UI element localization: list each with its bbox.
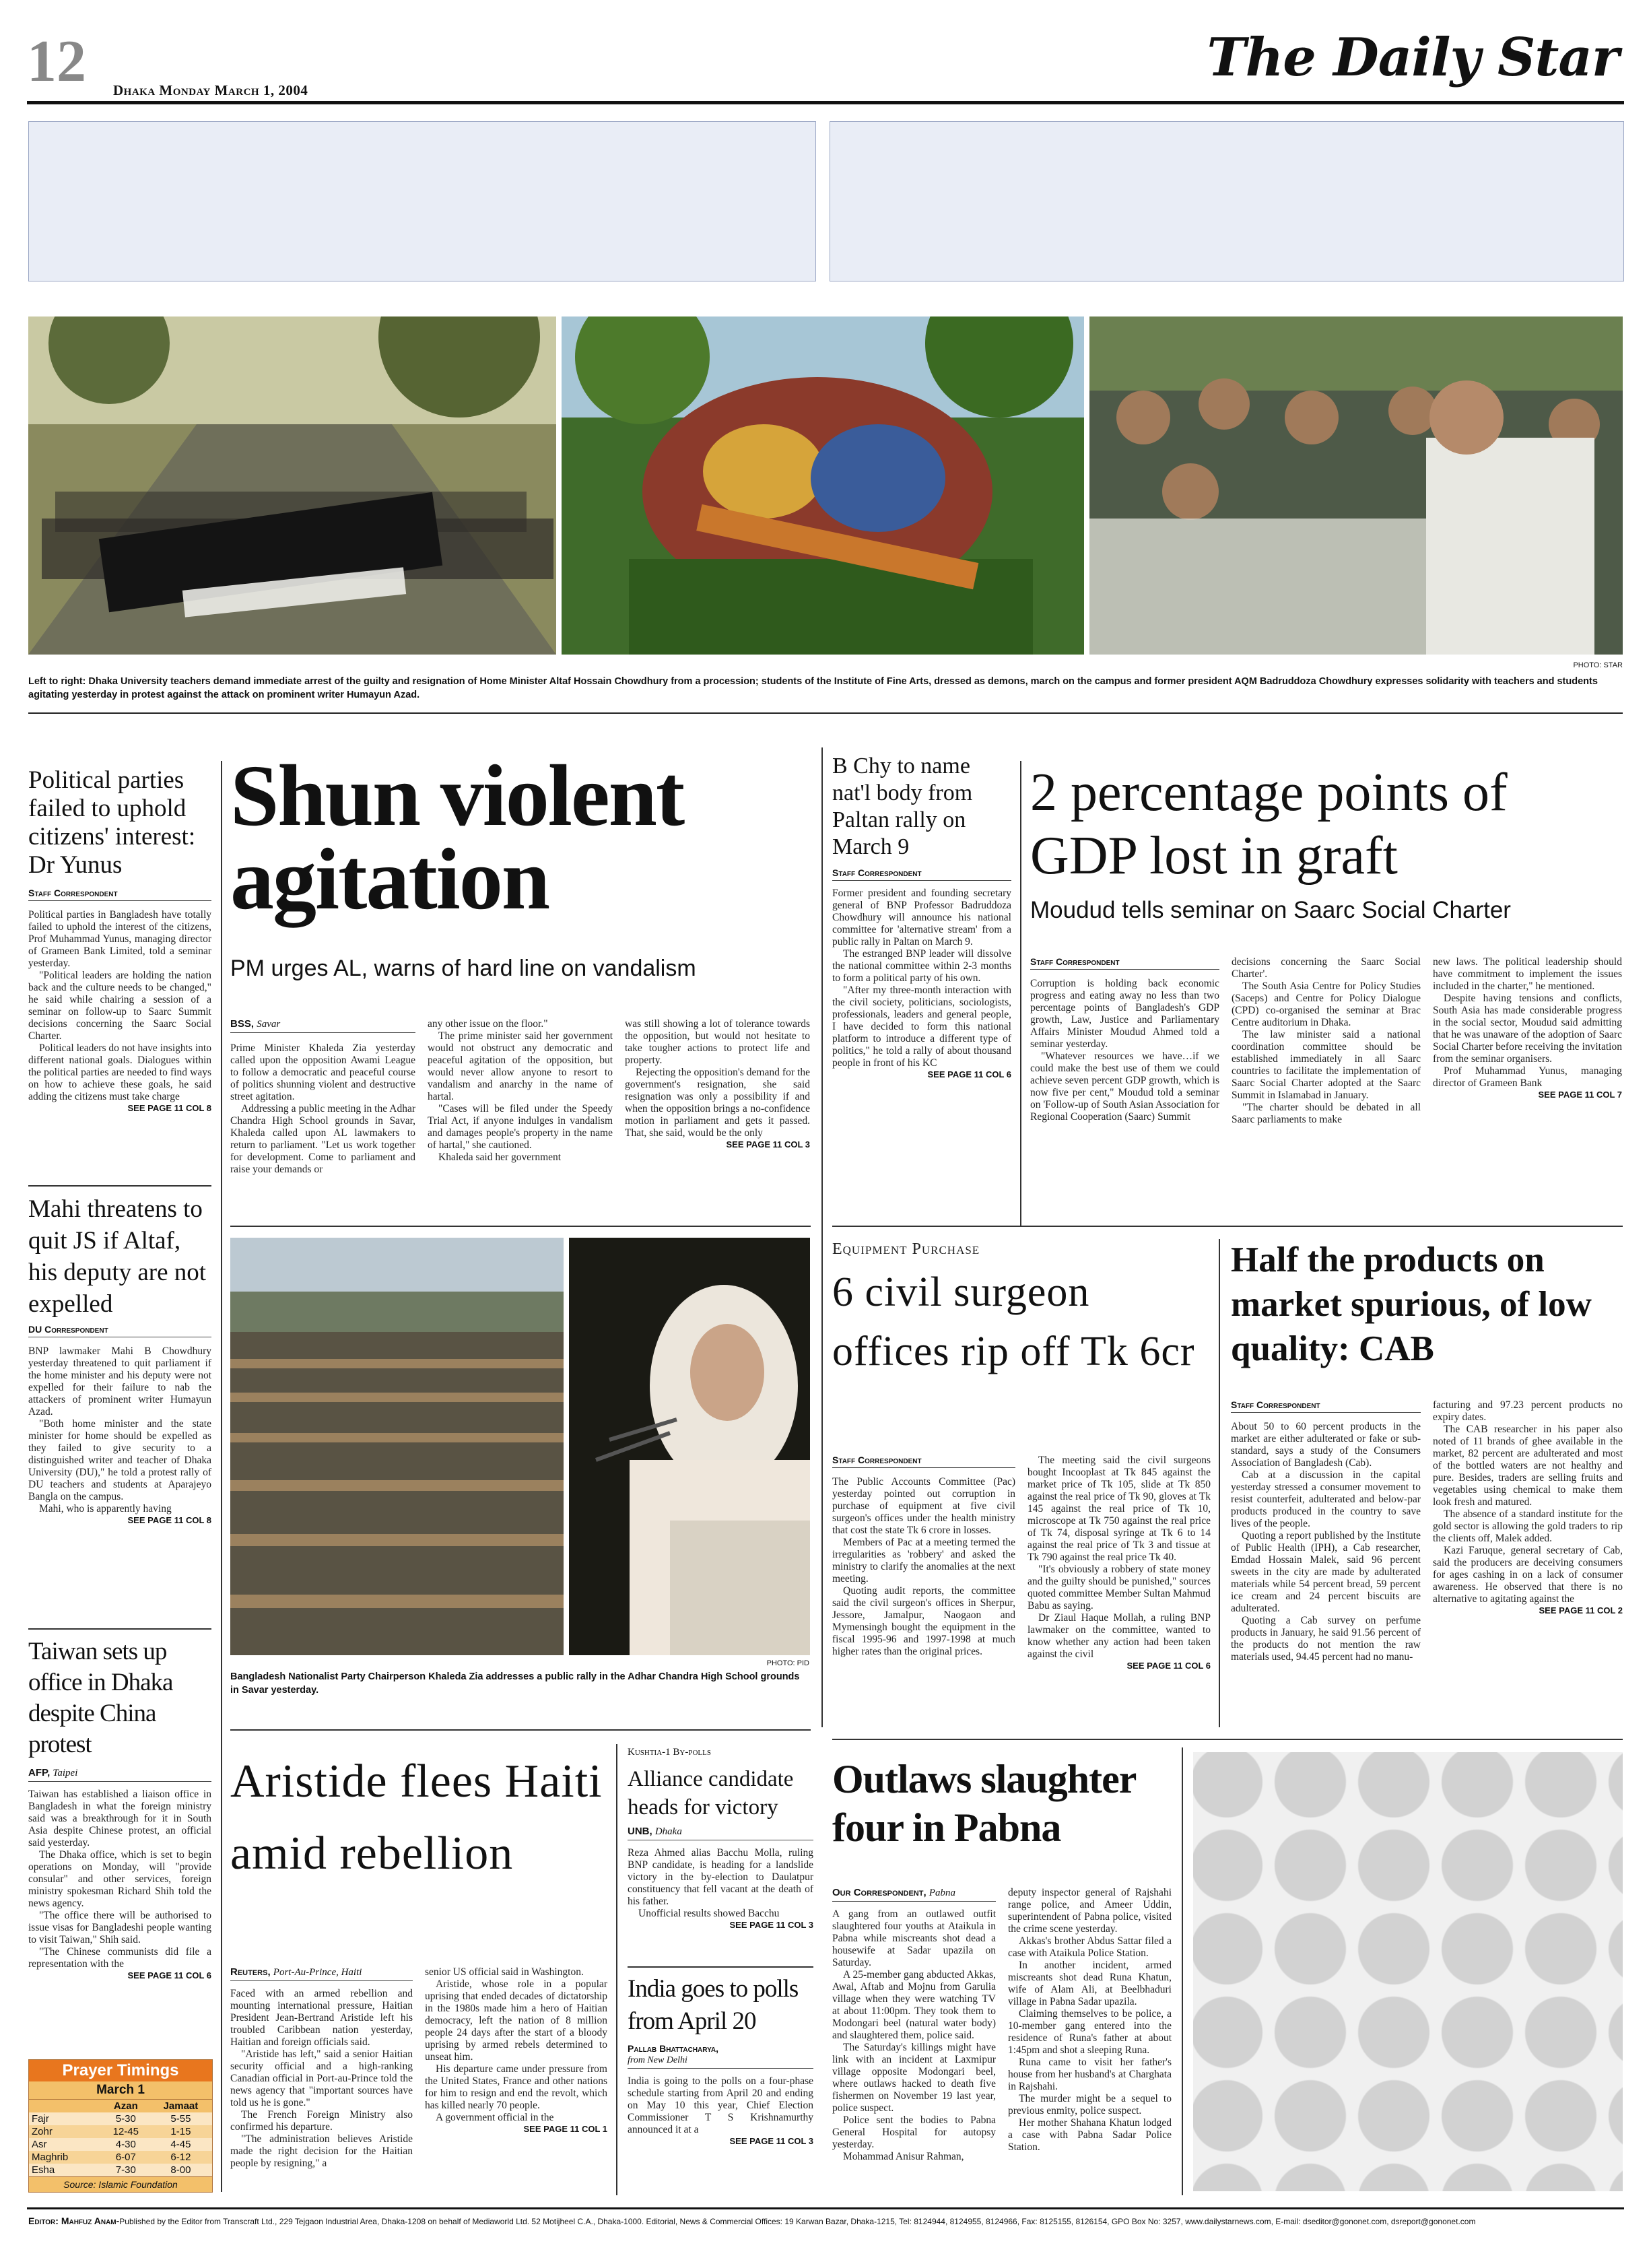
paragraph: facturing and 97.23 percent products no expiry dates. — [1433, 1399, 1623, 1423]
byline: Reuters, — [230, 1966, 271, 1978]
paragraph: A gang from an outlawed outfit slaughtered four youths at Ataikula in Pabna while miscreants shot dead a housewife at Sadar upazila on Saturday. — [832, 1908, 996, 1968]
byline: Pallab Bhattacharya, — [628, 2043, 718, 2054]
paragraph: Dr Ziaul Haque Mollah, a ruling BNP lawmaker on the committee, wanted to know whether any action had been taken against the civil — [1027, 1612, 1211, 1660]
ad-box-right — [830, 121, 1624, 281]
table-header: Azan — [113, 2100, 138, 2112]
ad-box-left — [28, 121, 816, 281]
headline: Alliance candidate heads for victory — [628, 1767, 794, 1820]
table-row: Maghrib 6-07 6-12 — [29, 2151, 212, 2164]
paragraph: "Both home minister and the state minister for home should be expelled as they failed to give security to a distinguished writer and teacher of Dhaka University (DU)," he told a protest rally of DU teachers and students at Aparajeyo Bangla on the campus. — [28, 1418, 211, 1502]
article-civil-body — [832, 1455, 1211, 1671]
table-row: Esha 7-30 8-00 — [32, 2164, 191, 2176]
paragraph: "It's obviously a robbery of state money and the guilty should be punished," sources quoted committee Member Sultan Mahmud Babu as saying. — [1027, 1564, 1211, 1611]
article-india — [628, 1973, 813, 2146]
headline: Political parties failed to uphold citizens' interest: Dr Yunus — [28, 766, 196, 879]
jump-link[interactable]: SEE PAGE 11 COL 8 — [127, 1103, 211, 1113]
paragraph: Mahi, who is apparently having — [39, 1503, 172, 1514]
column-rule — [616, 1744, 617, 2195]
divider — [230, 1226, 811, 1227]
prayer-date: March 1 — [29, 2081, 212, 2100]
paragraph: The absence of a standard institute for the gold sector is allowing the gold traders to rip the clients off, Malek added. — [1433, 1508, 1623, 1544]
headline: India goes to polls from April 20 — [628, 1975, 799, 2035]
paragraph: Reza Ahmed alias Bacchu Molla, ruling BNP candidate, is heading for a landslide victory in the by-election to Daulatpur constituency that fell vacant at the death of his father. — [628, 1847, 813, 1907]
article-kushtia — [628, 1747, 813, 1930]
paragraph: Quoting audit reports, the committee said the civil surgeon's offices in Sherpur, Jessore, Jamalpur, Naogaon and Mymensingh bought the equipment in the fiscal 1995-96 and 1997-1998 at much higher rates than the original prices. — [832, 1585, 1015, 1657]
paragraph: Corruption is holding back economic progress and eating away no less than two percentage points of Bangladesh's GDP growth, Law, Justice and Parliamentary Affairs Minister Moudud Ahmed told a seminar yesterday. — [1030, 978, 1219, 1050]
byline-location: Pabna — [929, 1888, 955, 1898]
paragraph: Members of Pac at a meeting termed the irregularities as 'robbery' and asked the ministry to clarify the anomalies at the next meeting. — [832, 1537, 1015, 1585]
headline: Taiwan sets up office in Dhaka despite China protest — [28, 1638, 173, 1758]
paragraph: Cab at a discussion in the capital yesterday stressed a consumer movement to resist counterfeit, adulterated and below-par products produced in the country to save lives of the people. — [1231, 1469, 1421, 1529]
byline-location: from New Delhi — [628, 2055, 687, 2065]
paragraph: "Cases will be filed under the Speedy Trial Act, if anyone indulges in vandalism and damages people's property in the name of hartal," she cautioned. — [428, 1103, 613, 1151]
jump-link[interactable]: SEE PAGE 11 COL 3 — [729, 1920, 813, 1930]
photo-caption-rally: Bangladesh Nationalist Party Chairperson Khaleda Zia addresses a public rally in the Adhar Chandra High School grounds in Savar yesterday. — [230, 1671, 800, 1696]
paragraph: "The administration believes Aristide made the right decision for the Haitian people by resigning," a — [230, 2133, 413, 2169]
paragraph: The murder might be a sequel to previous enmity, police suspect. — [1008, 2093, 1172, 2116]
photo-fine-arts-demons — [562, 316, 1084, 655]
kicker: Equipment Purchase — [832, 1240, 980, 1258]
table-header — [29, 2100, 102, 2112]
paragraph: Kazi Faruque, general secretary of Cab, said the producers are deceiving consumers for ages cashing in on a lack of consumer awareness. He observed that there is no alternative to agitating against the — [1433, 1545, 1623, 1605]
paragraph: "After my three-month interaction with the civil society, politicians, sociologists, professionals, leaders and general people, I have decided to form this national platform to introduce a different type of politics," he told a rally of about thousand people in front of his KC — [832, 985, 1011, 1069]
kicker: Kushtia-1 By-polls — [628, 1747, 711, 1758]
page-number: 12 — [27, 29, 86, 94]
headline: B Chy to name nat'l body from Paltan rally on March 9 — [832, 754, 973, 859]
paragraph: decisions concerning the Saarc Social Charter'. — [1232, 956, 1421, 980]
jump-link[interactable]: SEE PAGE 11 COL 2 — [1539, 1605, 1623, 1615]
paragraph: Former president and founding secretary general of BNP Professor Badruddoza Chowdhury will announce his national committee for 'alternative stream' from a public rally in Paltan on March 9. — [832, 888, 1011, 947]
dateline: Dhaka Monday March 1, 2004 — [113, 82, 308, 98]
article-aristide — [230, 1745, 607, 1890]
column-rule — [1020, 761, 1021, 1226]
paragraph: India is going to the polls on a four-phase schedule starting from April 20 and ending on May 10 this year, Chief Election Commissioner T S Krishnamurthy announced it at a — [628, 2075, 813, 2135]
paragraph: Quoting a report published by the Institute of Public Health (IPH), a Cab researcher, Emdad Hossain Malek, said 96 percent sweets in the city are made by adulterated materials while 54 percent bread, 59 percent ice cream and 24 percent biscuits are adulterated. — [1231, 1530, 1421, 1614]
paragraph: Faced with an armed rebellion and mounting international pressure, Haitian President Jean-Bertrand Aristide left his troubled Caribbean nation yesterday, Haitian and foreign officials said. — [230, 1988, 413, 2048]
paragraph: Khaleda said her government — [438, 1152, 562, 1163]
article-shun-body — [230, 1018, 811, 1176]
article-aristide-body — [230, 1966, 607, 2170]
byline-location: Taipei — [53, 1768, 78, 1778]
photo-credit-top: PHOTO: STAR — [1573, 661, 1623, 669]
subhead: Moudud tells seminar on Saarc Social Charter — [1030, 897, 1511, 923]
article-civil — [832, 1240, 1211, 1381]
article-pabna-body — [832, 1887, 1172, 2163]
divider — [28, 1185, 211, 1187]
paragraph: Claiming themselves to be police, a 10-member gang entered into the residence of Runa's father at about 1:45pm and shot a sleeping Runa. — [1008, 2008, 1172, 2056]
column-rule — [221, 761, 222, 2192]
divider — [832, 1739, 1623, 1740]
paragraph: "Whatever resources we have…if we could make the best use of them we could achieve seven percent GDP growth, which is now five per cent," Moudud told a seminar on 'Follow-up of South Asian Association for Regional Cooperation (Saarc) Summit — [1030, 1050, 1219, 1123]
table-row: Fajr 5-30 5-55 — [32, 2113, 191, 2125]
byline: Staff Correspondent — [1030, 956, 1219, 970]
paragraph: Despite having tensions and conflicts, South Asia has made considerable progress in the social sector, Moudud said admitting that he was unaware of the adoption of Saarc Social Charter before receiving the invitation from the seminar organisers. — [1433, 993, 1622, 1065]
jump-link[interactable]: SEE PAGE 11 COL 1 — [523, 2124, 607, 2134]
paragraph: In another incident, armed miscreants shot dead Runa Khatun, wife of Alam Ali, at Beelbhaduri village in Pabna Sadar upazila. — [1008, 1960, 1172, 2007]
divider — [628, 1966, 813, 1968]
footer-rule — [27, 2207, 1624, 2209]
paragraph: The estranged BNP leader will dissolve the national committee within 2-3 months to form a political party of his own. — [832, 948, 1011, 984]
paragraph: "The office there will be authorised to issue visas for Bangladeshi people wanting to visit Taiwan," Shih said. — [28, 1910, 211, 1945]
headline: Half the products on market spurious, of low quality: CAB — [1231, 1240, 1592, 1368]
paragraph: deputy inspector general of Rajshahi range police, and Ameer Uddin, superintendent of Pabna police, visited the crime scene yesterday. — [1008, 1887, 1172, 1935]
paragraph: Taiwan has established a liaison office in Bangladesh in what the foreign ministry said was a breakthrough for it in South Asia despite Chinese protest, an official said yesterday. — [28, 1789, 211, 1848]
photo-rally-crowd — [230, 1238, 564, 1655]
paragraph: Aristide, whose role in a popular uprising that ended decades of dictatorship in the 1980s made him a hero of Haitian democracy, left the nation of 8 million people 24 days after the start of a bloody uprising by armed rebels determined to unseat him. — [425, 1978, 607, 2063]
byline: Staff Correspondent — [1231, 1399, 1421, 1413]
byline: AFP, — [28, 1767, 50, 1778]
paragraph: Her mother Shahana Khatun lodged a case with Pabna Sadar Police Station. — [1008, 2117, 1172, 2153]
byline: BSS, — [230, 1018, 255, 1030]
jump-link[interactable]: SEE PAGE 11 COL 3 — [729, 2136, 813, 2146]
jump-link[interactable]: SEE PAGE 11 COL 6 — [927, 1069, 1011, 1079]
headline: Aristide flees Haiti amid rebellion — [230, 1756, 603, 1879]
column-rule — [821, 747, 823, 1727]
divider — [832, 1226, 1623, 1227]
editor-credit: Editor: Mahfuz Anam- — [28, 2215, 120, 2226]
prayer-source: Source: Islamic Foundation — [29, 2176, 212, 2192]
byline: DU Correspondent — [28, 1324, 211, 1337]
paragraph: The Dhaka office, which is set to begin operations on Monday, will "provide consular" and other services, foreign ministry spokesman Richard Shih told the news agency. — [28, 1849, 211, 1909]
prayer-title: Prayer Timings — [29, 2060, 212, 2081]
jump-link[interactable]: SEE PAGE 11 COL 3 — [726, 1139, 810, 1149]
table-header: Jamaat — [163, 2100, 199, 2112]
paragraph: The Saturday's killings might have link with an incident at Laxmipur village opposite Modongari beel, where outlaws hacked to death five fishermen on November 19 last year, police suspect. — [832, 2042, 996, 2114]
paragraph: The Public Accounts Committee (Pac) yesterday pointed out corruption in purchase of equipment at five civil surgeon's offices under the health ministry that cost the state Tk 6 crore in losses. — [832, 1476, 1015, 1536]
caption-rule — [28, 712, 1623, 714]
article-taiwan — [28, 1636, 211, 1980]
headline: Shun violent agitation — [230, 747, 684, 928]
headline: 2 percentage points of GDP lost in graft — [1030, 763, 1508, 886]
article-shun — [230, 747, 811, 982]
paragraph: Rejecting the opposition's demand for the government's resignation, she said resignation was only a possibility if and when the opposition brings a no-confidence motion in parliament and gets it passed. That, she said, would be the only — [625, 1067, 810, 1139]
byline: UNB, — [628, 1826, 652, 1837]
paragraph: The meeting said the civil surgeons bought Incooplast at Tk 845 against the market price of Tk 105, slide at Tk 850 against the real price of Tk 90, gloves at Tk 145 against the real price of Tk 10, microscope at Tk 750 against the real price of Tk 74, disposal syringe at Tk 6 to 14 against the real price of Tk 3 and tissue at Tk 790 against the real price Tk 40. — [1027, 1455, 1211, 1563]
paragraph: The CAB researcher in his paper also noted of 11 brands of ghee available in the market, 82 percent are adulterated and most of the bottled waters are not healthy and pure. Besides, traders are selling fruits and vegetables using chemical to make them look fresh and matured. — [1433, 1424, 1623, 1508]
paragraph: was still showing a lot of tolerance towards the opposition, but would not hesitate to take tougher actions to protect life and property. — [625, 1018, 810, 1066]
divider — [28, 1628, 211, 1630]
article-bchy — [832, 753, 1011, 1079]
divider — [230, 1729, 811, 1731]
paragraph: "Political leaders are holding the nation back and the culture needs to be changed," he said while chairing a session of a seminar on follow-up to Saarc Summit decisions concerning the Saarc Social Charter. — [28, 970, 211, 1042]
jump-link[interactable]: SEE PAGE 11 COL 8 — [127, 1515, 211, 1525]
paragraph: Unofficial results showed Bacchu — [638, 1908, 780, 1919]
paragraph: "The charter should be debated in all Saarc parliaments to make — [1232, 1102, 1421, 1125]
photo-credit-rally: PHOTO: PID — [766, 1659, 809, 1667]
paragraph: A 25-member gang abducted Akkas, Awal, Aftab and Mojnu from Garulia village when they were watching TV at about 11:00pm. They took them to Modongari beel (natural water body) and slaughtered them, police said. — [832, 1969, 996, 2041]
subhead: PM urges AL, warns of hard line on vandalism — [230, 956, 696, 981]
article-cab — [1231, 1238, 1623, 1371]
column-rule — [1182, 1747, 1183, 2195]
paragraph: senior US official said in Washington. — [425, 1966, 584, 1978]
photo-du-procession — [28, 316, 556, 655]
byline: Staff Correspondent — [832, 1455, 1015, 1468]
photo-b-chowdhury — [1089, 316, 1623, 655]
paragraph: A government official in the — [436, 2112, 554, 2123]
article-yunus — [28, 766, 211, 1113]
paragraph: BNP lawmaker Mahi B Chowdhury yesterday threatened to quit parliament if the home minister and his deputy were not expelled for their failure to nab the attackers of prominent writer Humayun Azad. — [28, 1345, 211, 1418]
paragraph: About 50 to 60 percent products in the market are either adulterated or fake or sub-standard, says a study of the Consumers Association of Bangladesh (Cab). — [1231, 1421, 1421, 1469]
paragraph: The law minister said a national coordination committee should be established immediately in all Saarc countries to facilitate the implementation of Saarc Social Charter adopted at the Saarc Summit in Islamabad in January. — [1232, 1029, 1421, 1101]
paragraph: Political leaders do not have insights into different national goals. Dialogues within the political parties are needed to find ways on how to achieve these goals, he said adding the citizens must take charge — [28, 1042, 211, 1102]
article-mahi — [28, 1193, 211, 1525]
table-row: Asr 4-30 4-45 — [32, 2139, 191, 2150]
jump-link[interactable]: SEE PAGE 11 COL 6 — [1126, 1661, 1211, 1671]
paragraph: Police sent the bodies to Pabna General Hospital for autopsy yesterday. — [832, 2114, 996, 2150]
headline: 6 civil surgeon offices rip off Tk 6cr — [832, 1269, 1195, 1374]
byline: Staff Correspondent — [832, 867, 1011, 881]
ad-placeholder-dots — [1193, 1752, 1623, 2191]
article-gdp — [1030, 761, 1623, 924]
paragraph: Mohammad Anisur Rahman, — [843, 2151, 964, 2162]
table-row: Zohr 12-45 1-15 — [29, 2125, 212, 2138]
article-gdp-body — [1030, 956, 1623, 1126]
paragraph: Prime Minister Khaleda Zia yesterday called upon the opposition Awami League to follow a democratic and peaceful course of politics shunning violent and destructive street agitation. — [230, 1042, 415, 1102]
article-pabna — [832, 1755, 1172, 1852]
column-rule — [1219, 1239, 1220, 1727]
masthead-logo: The Daily Star — [1207, 27, 1619, 88]
headline: Mahi threatens to quit JS if Altaf, his deputy are not expelled — [28, 1195, 207, 1318]
byline: Staff Correspondent — [28, 888, 211, 901]
paragraph: new laws. The political leadership should have commitment to implement the issues included in the charter," he mentioned. — [1433, 956, 1622, 992]
byline: Our Correspondent, — [832, 1887, 926, 1898]
paragraph: Addressing a public meeting in the Adhar Chandra High School grounds in Savar, Khaleda called upon AL lawmakers to return to parliament. "Let us work together for development. Come to parliament and raise your demands or — [230, 1103, 415, 1175]
imprint-text: Published by the Editor from Transcraft Ltd., 229 Tejgaon Industrial Area, Dhaka-1208 on behalf of Mediaworld Ltd. 52 Motijheel C.A., Dhaka-1000. Editorial, News & Commercial Offices: 19 Karwan Bazar, Dhaka-1215, Tel: 8124944, 8124955, 8124966, Fax: 8125155, 8126154, GPO Box No: 3257, www.dailystarnews.com, E-mail: dseditor@gononet.com, dsreport@gononet.com — [119, 2217, 1476, 2226]
paragraph: Quoting a Cab survey on perfume products in January, he said 91.56 percent of the products do not mention the raw materials used, 94.45 percent had no manu- — [1231, 1615, 1421, 1663]
paragraph: His departure came under pressure from the United States, France and other nations for him to resign and end the revolt, which has killed nearly 70 people. — [425, 2063, 607, 2111]
paragraph: "The Chinese communists did file a representation with the — [28, 1946, 211, 1970]
paragraph: Prof Muhammad Yunus, managing director of Grameen Bank — [1433, 1065, 1622, 1089]
byline-location: Port-Au-Prince, Haiti — [273, 1967, 362, 1978]
prayer-table — [29, 2100, 212, 2176]
paragraph: The South Asia Centre for Policy Studies (Saceps) and Centre for Policy Dialogue (CPD) co-organised the seminar at Brac Centre auditorium in Dhaka. — [1232, 980, 1421, 1028]
footer-imprint — [28, 2215, 1623, 2227]
byline-location: Savar — [257, 1019, 281, 1030]
article-cab-body — [1231, 1399, 1623, 1663]
paragraph: "Aristide has left," said a senior Haitian security official and a high-ranking Canadian official in Port-au-Prince told the news agency that "important sources have told us he is gone." — [230, 2048, 413, 2108]
prayer-timings-box — [28, 2059, 213, 2193]
photo-khaleda-zia — [569, 1238, 810, 1655]
paragraph: Runa came to visit her father's house from her husband's at Charghata in Rajshahi. — [1008, 2057, 1172, 2092]
paragraph: The prime minister said her government would not obstruct any democratic and peaceful agitation of the opposition, but would never allow anyone to resort to vandalism and anarchy in the name of hartal. — [428, 1030, 613, 1102]
paragraph: Political parties in Bangladesh have totally failed to uphold the interest of the citizens, Prof Muhammad Yunus, managing director of Grameen Bank Limited, told a seminar yesterday. — [28, 909, 211, 969]
masthead-rule — [27, 101, 1624, 104]
jump-link[interactable]: SEE PAGE 11 COL 7 — [1538, 1090, 1622, 1100]
paragraph: The French Foreign Ministry also confirmed his departure. — [230, 2109, 413, 2133]
byline-location: Dhaka — [654, 1826, 682, 1837]
headline: Outlaws slaughter four in Pabna — [832, 1757, 1136, 1850]
jump-link[interactable]: SEE PAGE 11 COL 6 — [127, 1970, 211, 1980]
photo-caption-top: Left to right: Dhaka University teachers demand immediate arrest of the guilty and resignation of Home Minister Altaf Hossain Chowdhury from a procession; students of the Institute of Fine Arts, dressed as demons, march on the campus and former president AQM Badruddoza Chowdhury expresses solidarity with teachers and students agitating yesterday in protest against the attack on prominent writer Humayun Azad. — [28, 676, 1598, 700]
paragraph: any other issue on the floor." — [428, 1018, 548, 1030]
paragraph: Akkas's brother Abdus Sattar filed a case with Ataikula Police Station. — [1008, 1935, 1172, 1959]
